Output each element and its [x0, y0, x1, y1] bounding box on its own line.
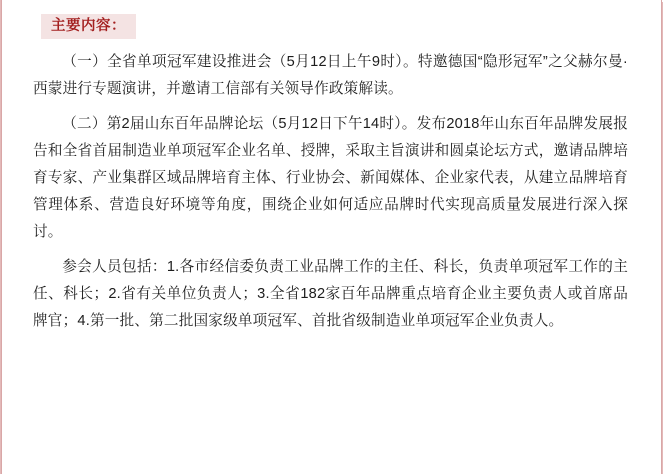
- bottom-spacer: [27, 343, 636, 383]
- paragraph-2: （二）第2届山东百年品牌论坛（5月12日下午14时）。发布2018年山东百年品牌发展报告和全省首届制造业单项冠军企业名单、授牌，采取主旨演讲和圆桌论坛方式，邀请品牌培育专家、产业集群区域品牌培育主体、行业协会、新闻媒体、企业家代表，从建立品牌培育管理体系、营造良好环境等角度，围绕企业如何适应品牌时代实现高质量发展进行深入探讨。: [33, 116, 628, 241]
- paragraph-3: 参会人员包括：1.各市经信委负责工业品牌工作的主任、科长，负责单项冠军工作的主任、科长；2.省有关单位负责人；3.全省182家百年品牌重点培育企业主要负责人或首席品牌官；4.第一批、第二批国家级单项冠军、首批省级制造业单项冠军企业负责人。: [33, 259, 628, 330]
- document-content: [1, 0, 662, 383]
- paragraph-1: （一）全省单项冠军建设推进会（5月12日上午9时）。特邀德国“隐形冠军”之父赫尔曼·西蒙进行专题演讲，并邀请工信部有关领导作政策解读。: [33, 54, 628, 98]
- section-heading: 主要内容：: [41, 14, 136, 39]
